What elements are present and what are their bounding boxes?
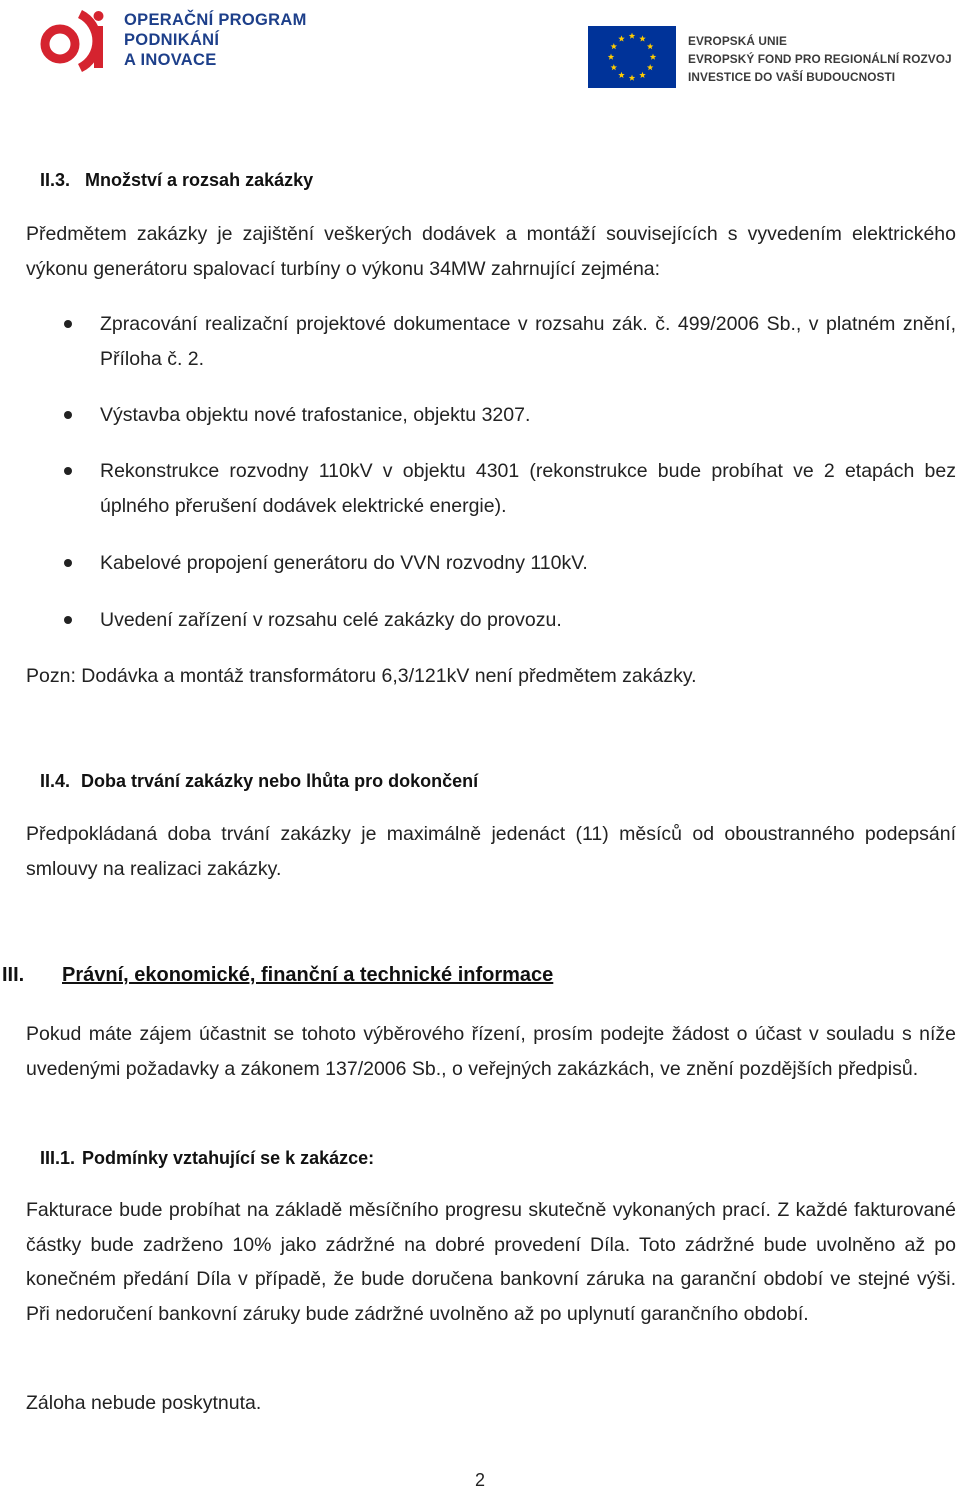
paragraph-text: Fakturace bude probíhat na základě měsíčního progresu skutečně vykonaných prací. Z každé fakturované částky bude zadrženo 10% jako zádržné na dobré provedení Díla. Toto zádržné bude uvolněno až po konečném předání Díla v případě, že bude doručena bankovní záruka na garanční období ve stejné výši. Při nedoručení bankovní záruky bude zádržné uvolněno až po uplynutí garančního období. bbox=[26, 1199, 956, 1325]
bullet-icon bbox=[64, 411, 72, 419]
opi-logo bbox=[40, 8, 340, 74]
section-heading-2-3 bbox=[40, 170, 313, 191]
section-number: III.1. bbox=[40, 1148, 76, 1168]
paragraph-invoicing bbox=[26, 1193, 956, 1331]
opi-logo-line-1: OPERAČNÍ PROGRAM bbox=[124, 11, 307, 29]
section-number: II.4. bbox=[40, 771, 71, 791]
note-text: Pozn: Dodávka a montáž transformátoru 6,3/121kV není předmětem zakázky. bbox=[26, 665, 697, 687]
paragraph-text: Předmětem zakázky je zajištění veškerých dodávek a montáží souvisejících s vyvedením elektrického výkonu generátoru spalovací turbíny o výkonu 34MW zahrnující zejména: bbox=[26, 223, 956, 280]
opi-logo-mark-icon bbox=[40, 8, 106, 74]
list-item bbox=[64, 307, 956, 377]
section-heading-2-4 bbox=[40, 771, 478, 792]
paragraph-text: Záloha nebude poskytnuta. bbox=[26, 1392, 262, 1414]
opi-logo-line-2: PODNIKÁNÍ bbox=[124, 31, 220, 49]
bullet-icon bbox=[64, 616, 72, 624]
list-item-text: Kabelové propojení generátoru do VVN rozvodny 110kV. bbox=[100, 552, 588, 574]
paragraph-duration bbox=[26, 817, 956, 886]
eu-logo-line-2: EVROPSKÝ FOND PRO REGIONÁLNÍ ROZVOJ bbox=[688, 52, 952, 66]
section-title: Podmínky vztahující se k zakázce: bbox=[82, 1148, 375, 1168]
list-item-text: Rekonstrukce rozvodny 110kV v objektu 4301 (rekonstrukce bude probíhat ve 2 etapách bez úplného přerušení dodávek elektrické energie). bbox=[100, 460, 956, 517]
opi-logo-text bbox=[124, 10, 307, 70]
page-number: 2 bbox=[474, 1470, 485, 1490]
page-header bbox=[0, 0, 960, 110]
bullet-icon bbox=[64, 467, 72, 475]
note-paragraph bbox=[26, 659, 956, 694]
eu-logo bbox=[588, 26, 960, 92]
section-heading-3-1 bbox=[40, 1148, 374, 1169]
eu-logo-line-1: EVROPSKÁ UNIE bbox=[688, 34, 787, 48]
eu-flag-icon bbox=[588, 26, 676, 88]
section-title: Doba trvání zakázky nebo lhůta pro dokončení bbox=[81, 771, 479, 791]
list-item-text: Výstavba objektu nové trafostanice, objektu 3207. bbox=[100, 404, 531, 426]
paragraph-text: Pokud máte zájem účastnit se tohoto výběrového řízení, prosím podejte žádost o účast v souladu s níže uvedenými požadavky a zákonem 137/2006 Sb., o veřejných zakázkách, ve znění pozdějších předpisů. bbox=[26, 1023, 956, 1080]
section-number: III. bbox=[2, 964, 25, 986]
paragraph-intro bbox=[26, 217, 956, 286]
section-title: Právní, ekonomické, finanční a technické informace bbox=[62, 964, 554, 986]
section-heading-3 bbox=[2, 964, 553, 987]
eu-logo-line-3: INVESTICE DO VAŠÍ BUDOUCNOSTI bbox=[688, 70, 896, 84]
section-title: Množství a rozsah zakázky bbox=[85, 170, 314, 190]
paragraph-legal bbox=[26, 1017, 956, 1086]
list-item-text: Zpracování realizační projektové dokumentace v rozsahu zák. č. 499/2006 Sb., v platném znění, Příloha č. 2. bbox=[100, 313, 956, 370]
bullet-icon bbox=[64, 559, 72, 567]
bullet-icon bbox=[64, 320, 72, 328]
opi-logo-line-3: A INOVACE bbox=[124, 51, 217, 69]
section-number: II.3. bbox=[40, 170, 71, 190]
paragraph-text: Předpokládaná doba trvání zakázky je maximálně jedenáct (11) měsíců od oboustranného podepsání smlouvy na realizaci zakázky. bbox=[26, 823, 956, 880]
paragraph-advance bbox=[26, 1386, 956, 1421]
eu-logo-text bbox=[688, 32, 952, 86]
list-item-text: Uvedení zařízení v rozsahu celé zakázky do provozu. bbox=[100, 609, 562, 631]
